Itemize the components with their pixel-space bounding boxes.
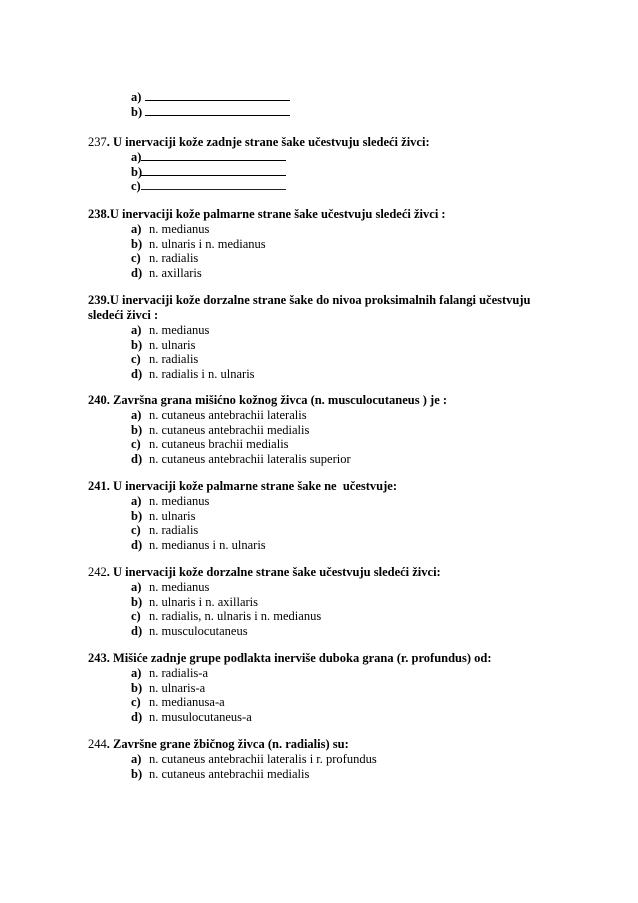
option-letter: b) <box>131 104 143 119</box>
option-letter: d) <box>131 709 143 724</box>
option-text: n. medianus <box>149 494 210 508</box>
option-b[interactable] <box>131 509 558 524</box>
option-letter: b) <box>131 594 143 609</box>
option-a[interactable] <box>131 323 558 338</box>
question-text: . U inervaciji kože dorzalne strane šake učestvuju sledeći živci: <box>106 565 441 579</box>
question-title <box>88 565 558 580</box>
option-b[interactable] <box>131 237 558 252</box>
option-text: n. radialis <box>149 352 199 367</box>
option-c[interactable] <box>131 352 558 367</box>
option-letter: a) <box>131 150 142 164</box>
option-text: n. cutaneus brachii medialis <box>149 437 289 452</box>
option-letter: c) <box>131 609 141 624</box>
option-c[interactable] <box>131 609 558 624</box>
blank-option-a <box>131 150 558 165</box>
option-text: n. ulnaris i n. axillaris <box>149 594 259 609</box>
option-text: n. medianus <box>149 580 210 594</box>
question-title: 238.U inervaciji kože palmarne strane šake učestvuju sledeći živci : <box>88 207 446 221</box>
option-letter: a) <box>131 323 142 337</box>
option-letter: d) <box>131 366 143 381</box>
option-letter: b) <box>131 337 143 352</box>
option-text: n. radialis <box>149 251 199 266</box>
question-238 <box>88 207 558 280</box>
top-blank-options <box>88 90 558 119</box>
option-letter: b) <box>131 680 143 695</box>
option-letter: a) <box>131 752 142 766</box>
blank-option-a <box>131 90 558 105</box>
option-text: n. cutaneus antebrachii lateralis superior <box>149 451 351 466</box>
option-d[interactable] <box>131 710 558 725</box>
option-letter: c) <box>131 251 141 266</box>
question-number: 242 <box>88 565 107 579</box>
option-letter: d) <box>131 451 143 466</box>
question-title: 240. Završna grana mišićno kožnog živca (n. musculocutaneus ) je : <box>88 393 448 407</box>
option-letter: b) <box>131 508 143 523</box>
question-title-line2: sledeći živci : <box>88 308 159 322</box>
blank-option-b <box>131 105 558 120</box>
answer-blank-line[interactable] <box>145 90 290 101</box>
question-239 <box>88 293 558 381</box>
option-text: n. ulnaris i n. medianus <box>149 236 266 251</box>
option-letter: a) <box>131 90 142 104</box>
option-b[interactable] <box>131 767 558 782</box>
option-d[interactable] <box>131 452 558 467</box>
option-c[interactable] <box>131 523 558 538</box>
option-b[interactable] <box>131 423 558 438</box>
option-letter: d) <box>131 265 143 280</box>
option-d[interactable] <box>131 538 558 553</box>
option-text: n. musulocutaneus-a <box>149 709 252 724</box>
blank-option-b <box>131 165 558 180</box>
question-244 <box>88 737 558 781</box>
option-b[interactable] <box>131 338 558 353</box>
option-letter: c) <box>131 352 141 367</box>
option-text: n. medianus <box>149 222 210 236</box>
question-240 <box>88 393 558 466</box>
option-letter: a) <box>131 494 142 508</box>
option-text: n. cutaneus antebrachii medialis <box>149 766 310 781</box>
option-a[interactable] <box>131 222 558 237</box>
option-letter: d) <box>131 623 143 638</box>
question-text: . U inervaciji kože zadnje strane šake učestvuju sledeći živci: <box>106 135 430 149</box>
question-241 <box>88 479 558 552</box>
question-title <box>88 135 558 150</box>
answer-blank-line[interactable] <box>141 150 286 161</box>
option-a[interactable] <box>131 666 558 681</box>
option-letter: c) <box>131 437 141 452</box>
option-letter: d) <box>131 537 143 552</box>
option-text: n. musculocutaneus <box>149 623 248 638</box>
question-number: 237 <box>88 135 107 149</box>
answer-blank-line[interactable] <box>141 165 286 176</box>
option-letter: c) <box>131 695 141 710</box>
option-text: n. medianus i n. ulnaris <box>149 537 266 552</box>
option-text: n. radialis, n. ulnaris i n. medianus <box>149 609 322 624</box>
blank-option-c <box>131 179 558 194</box>
option-c[interactable] <box>131 437 558 452</box>
answer-blank-line[interactable] <box>145 105 290 116</box>
option-text: n. radialis <box>149 523 199 538</box>
option-letter: a) <box>131 666 142 680</box>
option-a[interactable] <box>131 494 558 509</box>
option-letter: b) <box>131 236 143 251</box>
option-text: n. cutaneus antebrachii lateralis i r. profundus <box>149 752 377 766</box>
option-b[interactable] <box>131 681 558 696</box>
option-a[interactable] <box>131 752 558 767</box>
option-d[interactable] <box>131 624 558 639</box>
option-letter: a) <box>131 408 142 422</box>
option-a[interactable] <box>131 408 558 423</box>
option-text: n. axillaris <box>149 265 202 280</box>
question-title <box>88 293 558 323</box>
option-text: n. ulnaris <box>149 337 196 352</box>
option-b[interactable] <box>131 595 558 610</box>
option-text: n. radialis-a <box>149 666 209 680</box>
option-letter: a) <box>131 222 142 236</box>
option-text: n. cutaneus antebrachii medialis <box>149 422 310 437</box>
option-letter: b) <box>131 164 143 179</box>
option-text: n. medianus <box>149 323 210 337</box>
question-title: 241. U inervaciji kože palmarne strane šake ne učestvuje: <box>88 479 397 493</box>
option-letter: b) <box>131 766 143 781</box>
option-a[interactable] <box>131 580 558 595</box>
option-d[interactable] <box>131 367 558 382</box>
option-text: n. medianusa-a <box>149 695 225 710</box>
option-letter: b) <box>131 422 143 437</box>
question-text: . Završne grane žbičnog živca (n. radialis) su: <box>106 737 349 751</box>
option-d[interactable] <box>131 266 558 281</box>
option-c[interactable] <box>131 695 558 710</box>
option-letter: a) <box>131 580 142 594</box>
answer-blank-line[interactable] <box>141 179 286 190</box>
option-text: n. cutaneus antebrachii lateralis <box>149 408 307 422</box>
question-242 <box>88 565 558 638</box>
question-title <box>88 737 558 752</box>
question-number: 244 <box>88 737 107 751</box>
question-title: 243. Mišiće zadnje grupe podlakta inerviše duboka grana (r. profundus) od: <box>88 651 492 665</box>
option-letter: c) <box>131 179 141 194</box>
option-letter: c) <box>131 523 141 538</box>
option-text: n. ulnaris-a <box>149 680 206 695</box>
option-c[interactable] <box>131 251 558 266</box>
question-237 <box>88 135 558 194</box>
option-text: n. ulnaris <box>149 508 196 523</box>
question-title-line1: 239.U inervaciji kože dorzalne strane šake do nivoa proksimalnih falangi učestvuju <box>88 293 531 307</box>
question-243 <box>88 651 558 724</box>
option-text: n. radialis i n. ulnaris <box>149 366 255 381</box>
